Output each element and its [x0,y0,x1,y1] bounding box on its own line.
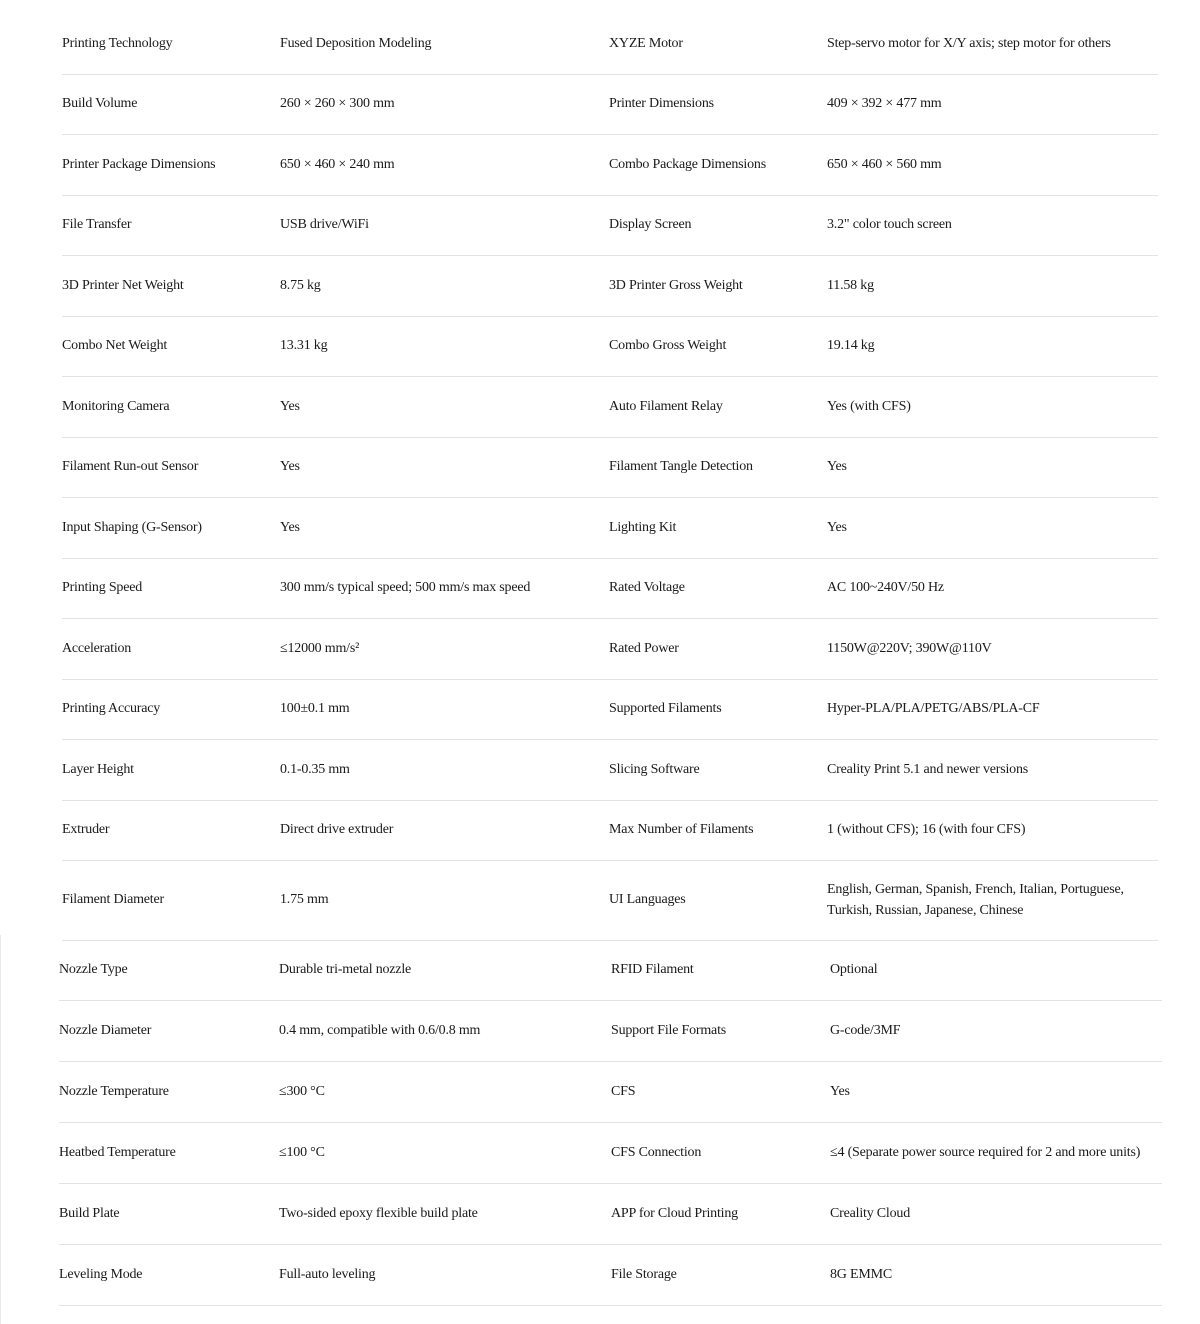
spec-value: Full-auto leveling [279,1266,376,1282]
spec-label: Acceleration [62,640,132,656]
spec-value: 260 × 260 × 300 mm [280,96,395,112]
spec-value: 650 × 460 × 560 mm [827,156,942,172]
spec-row [62,619,1158,680]
spec-label: Support File Formats [611,1022,727,1038]
spec-label: Combo Package Dimensions [609,156,766,172]
spec-value: Hyper-PLA/PLA/PETG/ABS/PLA-CF [827,701,1040,717]
spec-row [62,438,1158,499]
spec-value: 3.2" color touch screen [827,217,952,233]
spec-value: G-code/3MF [830,1022,901,1038]
spec-label: Printing Technology [62,35,173,51]
spec-value: 0.4 mm, compatible with 0.6/0.8 mm [279,1022,481,1038]
spec-value: 1150W@220V; 390W@110V [827,640,992,656]
spec-label: Input Shaping (G-Sensor) [62,519,202,535]
spec-label: Monitoring Camera [62,398,170,414]
spec-value: 100±0.1 mm [280,701,350,717]
spec-value: Step-servo motor for X/Y axis; step motor for others [827,35,1111,51]
spec-table-upper [62,14,1158,941]
spec-value: Yes (with CFS) [827,398,911,414]
spec-label: Auto Filament Relay [609,398,723,414]
spec-row [62,196,1158,257]
spec-row [62,14,1158,75]
spec-value: Yes [827,459,847,475]
spec-label: Filament Run-out Sensor [62,459,199,475]
spec-label: Heatbed Temperature [59,1144,176,1160]
spec-value: English, German, Spanish, French, Italian, Portuguese, Turkish, Russian, Japanese, Chinese [827,882,1124,918]
spec-value: Yes [280,398,300,414]
spec-label: File Storage [611,1266,677,1282]
spec-label: UI Languages [609,892,686,908]
spec-value: Optional [830,961,878,977]
spec-row [62,75,1158,136]
spec-value: Fused Deposition Modeling [280,35,432,51]
spec-table-lower [59,940,1162,1306]
spec-label: File Transfer [62,217,132,233]
spec-value: 1 (without CFS); 16 (with four CFS) [827,822,1026,838]
spec-value: 13.31 kg [280,338,328,354]
spec-row [62,680,1158,741]
spec-row [59,1245,1162,1306]
spec-label: Nozzle Temperature [59,1083,169,1099]
spec-label: Printing Speed [62,580,143,596]
spec-label: Leveling Mode [59,1266,143,1282]
panel-left-border [0,935,1,1324]
spec-label: 3D Printer Net Weight [62,277,184,293]
spec-label: Build Plate [59,1205,120,1221]
spec-value: 0.1-0.35 mm [280,761,350,777]
spec-label: Nozzle Type [59,961,128,977]
spec-label: Slicing Software [609,761,700,777]
spec-row [62,377,1158,438]
spec-value: ≤300 °C [279,1083,325,1099]
spec-label: Max Number of Filaments [609,822,754,838]
spec-label: 3D Printer Gross Weight [609,277,743,293]
spec-row [62,317,1158,378]
spec-value: ≤12000 mm/s² [280,640,360,656]
spec-row [62,135,1158,196]
spec-value: AC 100~240V/50 Hz [827,580,944,596]
spec-value: 300 mm/s typical speed; 500 mm/s max speed [280,580,531,596]
spec-value: 11.58 kg [827,277,874,293]
spec-row [62,498,1158,559]
spec-label: CFS [611,1083,636,1099]
spec-label: XYZE Motor [609,35,683,51]
spec-row [59,1062,1162,1123]
spec-row [59,1123,1162,1184]
spec-value: 650 × 460 × 240 mm [280,156,395,172]
spec-label: Layer Height [62,761,134,777]
spec-label: Lighting Kit [609,519,677,535]
spec-row [62,740,1158,801]
spec-label: Printing Accuracy [62,701,161,717]
spec-row [59,1184,1162,1245]
spec-label: Combo Net Weight [62,338,168,354]
spec-row [62,801,1158,862]
spec-label: Printer Dimensions [609,96,714,112]
spec-row [62,861,1158,941]
spec-value: 409 × 392 × 477 mm [827,96,942,112]
spec-value: Creality Cloud [830,1205,911,1221]
spec-value: Yes [830,1083,850,1099]
spec-label: CFS Connection [611,1144,702,1160]
spec-value: ≤100 °C [279,1144,325,1160]
spec-label: Extruder [62,822,110,838]
spec-label: RFID Filament [611,961,694,977]
spec-value: Yes [827,519,847,535]
spec-value: ≤4 (Separate power source required for 2 and more units) [830,1144,1141,1160]
spec-value: Direct drive extruder [280,822,394,838]
spec-value: USB drive/WiFi [280,217,369,233]
spec-row [62,559,1158,620]
spec-value: Two-sided epoxy flexible build plate [279,1205,478,1221]
spec-value: 8.75 kg [280,277,321,293]
spec-label: Nozzle Diameter [59,1022,152,1038]
spec-label: APP for Cloud Printing [611,1205,738,1221]
spec-label: Filament Diameter [62,892,164,908]
spec-label: Display Screen [609,217,692,233]
spec-label: Supported Filaments [609,701,722,717]
spec-row [59,1001,1162,1062]
spec-label: Combo Gross Weight [609,338,727,354]
spec-row [59,940,1162,1001]
spec-value: 1.75 mm [280,892,329,908]
spec-value: Yes [280,459,300,475]
spec-value: Yes [280,519,300,535]
spec-label: Build Volume [62,96,138,112]
spec-label: Rated Power [609,640,679,656]
spec-label: Filament Tangle Detection [609,459,753,475]
spec-value: 8G EMMC [830,1266,892,1282]
spec-row [62,256,1158,317]
spec-value: Durable tri-metal nozzle [279,961,412,977]
spec-value: Creality Print 5.1 and newer versions [827,761,1029,777]
spec-value: 19.14 kg [827,338,875,354]
spec-label: Rated Voltage [609,580,685,596]
spec-label: Printer Package Dimensions [62,156,216,172]
